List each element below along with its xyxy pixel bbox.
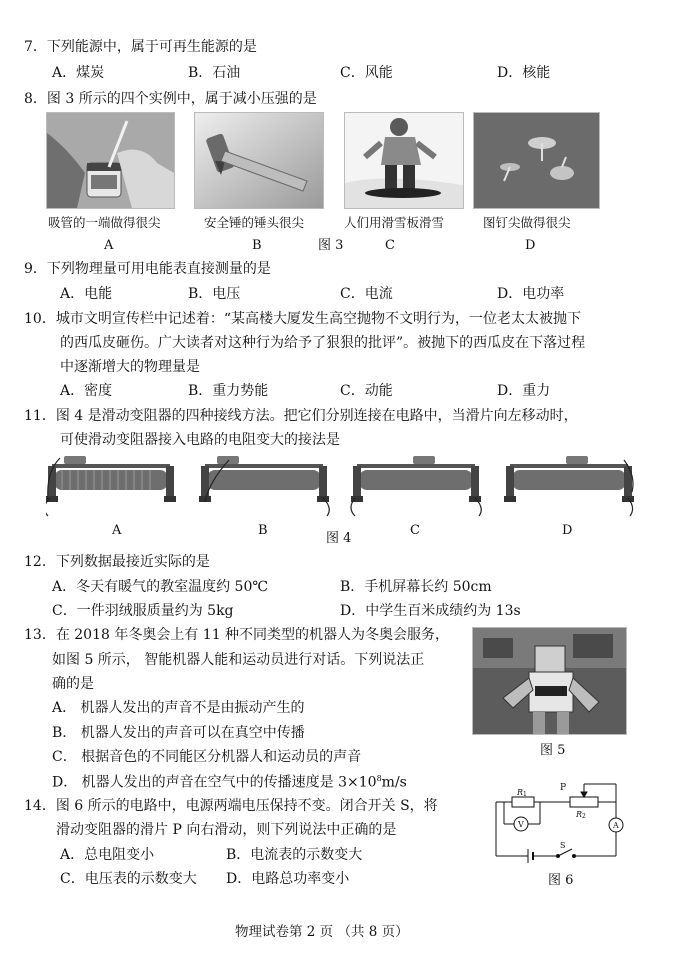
q7-option-c: C．风能 — [340, 65, 393, 81]
voltmeter-icon: V — [518, 820, 524, 829]
q8-letter-a: A — [104, 238, 114, 253]
robot-photo — [472, 627, 627, 735]
circuit-label-r2-sub: 2 — [582, 813, 586, 820]
hammer-photo — [194, 112, 324, 209]
circuit-label-s: S — [560, 841, 566, 850]
q11-figure-label: 图 4 — [326, 531, 352, 546]
q13-figure-label: 图 5 — [540, 743, 566, 758]
q13-option-b: B． 机器人发出的声音可以在真空中传播 — [52, 725, 305, 741]
q9-option-d: D．电功率 — [497, 286, 565, 302]
q9-option-c: C．电流 — [340, 286, 393, 302]
q12-option-c: C．一件羽绒服质量约为 5kg — [52, 603, 234, 619]
q7-stem: 7．下列能源中，属于可再生能源的是 — [24, 39, 257, 55]
q8-figure-label: 图 3 — [318, 238, 344, 253]
q10-option-d: D．重力 — [497, 383, 551, 399]
q10-option-a: A．密度 — [60, 383, 113, 399]
straw-photo — [46, 112, 175, 209]
circuit-label-p: P — [560, 783, 567, 793]
q8-letter-c: C — [385, 238, 395, 253]
q10-option-b: B．重力势能 — [188, 383, 269, 399]
q10-line-2: 的西瓜皮砸伤。广大读者对这种行为给予了狠狠的批评”。被抛下的西瓜皮在下落过程 — [60, 335, 586, 351]
circuit-diagram — [488, 778, 633, 868]
circuit-label-r1: R — [517, 788, 524, 797]
q14-line-1: 14．图 6 所示的电路中，电源两端电压保持不变。闭合开关 S，将 — [24, 798, 438, 814]
q13-option-d-exponent: 8 — [376, 774, 382, 783]
q13-line-1: 13．在 2018 年冬奥会上有 11 种不同类型的机器人为冬奥会服务， — [24, 627, 450, 643]
circuit-label-r2: R — [576, 810, 583, 819]
q8-caption-a: 吸管的一端做得很尖 — [48, 215, 161, 230]
q11-letter-a: A — [112, 523, 122, 538]
q13-line-3: 确的是 — [52, 676, 94, 692]
q10-option-c: C．动能 — [340, 383, 393, 399]
q14-figure-label: 图 6 — [548, 873, 574, 888]
q13-option-c: C． 根据音色的不同能区分机器人和运动员的声音 — [52, 749, 362, 765]
q11-line-2: 可使滑动变阻器接入电路的电阻变大的接法是 — [60, 432, 340, 448]
q14-line-2: 滑动变阻器的滑片 P 向右滑动，则下列说法中正确的是 — [56, 822, 397, 838]
q11-letter-d: D — [562, 523, 573, 538]
page-footer: 物理试卷第 2 页 （共 8 页） — [235, 924, 409, 940]
q8-letter-b: B — [252, 238, 262, 253]
q14-option-d: D．电路总功率变小 — [226, 871, 350, 887]
circuit-label-r1-sub: 1 — [523, 791, 527, 798]
q9-option-a: A．电能 — [60, 286, 113, 302]
q11-letter-b: B — [258, 523, 268, 538]
q8-caption-d: 图钉尖做得很尖 — [483, 215, 571, 230]
q12-option-d: D．中学生百米成绩约为 13s — [340, 603, 521, 619]
q12-option-b: B．手机屏幕长约 50cm — [340, 579, 492, 595]
q12-option-a: A．冬天有暖气的教室温度约 50℃ — [52, 579, 269, 595]
q11-letter-c: C — [410, 523, 420, 538]
q8-stem: 8．图 3 所示的四个实例中，属于减小压强的是 — [24, 91, 317, 107]
q9-stem: 9．下列物理量可用电能表直接测量的是 — [24, 261, 271, 277]
ammeter-icon: A — [613, 821, 619, 830]
q14-option-a: A．总电阻变小 — [60, 847, 155, 863]
q7-option-d: D．核能 — [497, 65, 551, 81]
q7-option-b: B．石油 — [188, 65, 241, 81]
thumbtack-photo — [473, 112, 600, 209]
q10-line-3: 中逐渐增大的物理量是 — [60, 359, 200, 375]
snowboard-photo — [344, 112, 464, 209]
q14-option-c: C．电压表的示数变大 — [60, 871, 197, 887]
q8-letter-d: D — [525, 238, 536, 253]
q12-stem: 12．下列数据最接近实际的是 — [24, 554, 210, 570]
q13-option-a: A． 机器人发出的声音不是由振动产生的 — [52, 700, 305, 716]
q7-option-a: A．煤炭 — [52, 65, 105, 81]
q13-line-2: 如图 5 所示， 智能机器人能和运动员进行对话。下列说法正 — [52, 652, 425, 668]
q11-line-1: 11．图 4 是滑动变阻器的四种接线方法。把它们分别连接在电路中，当滑片向左移动时， — [24, 408, 578, 424]
q14-option-b: B．电流表的示数变大 — [226, 847, 363, 863]
q10-line-1: 10．城市文明宣传栏中记述着：“某高楼大厦发生高空抛物不文明行为，一位老太太被抛下 — [24, 311, 581, 327]
rheostat-figures — [46, 452, 636, 518]
q8-caption-b: 安全锤的锤头很尖 — [204, 215, 305, 230]
q8-caption-c: 人们用滑雪板滑雪 — [344, 215, 445, 230]
q9-option-b: B．电压 — [188, 286, 241, 302]
q13-option-d: D． 机器人发出的声音在空气中的传播速度是 $3\times 10^8m/s$ — [52, 774, 407, 791]
